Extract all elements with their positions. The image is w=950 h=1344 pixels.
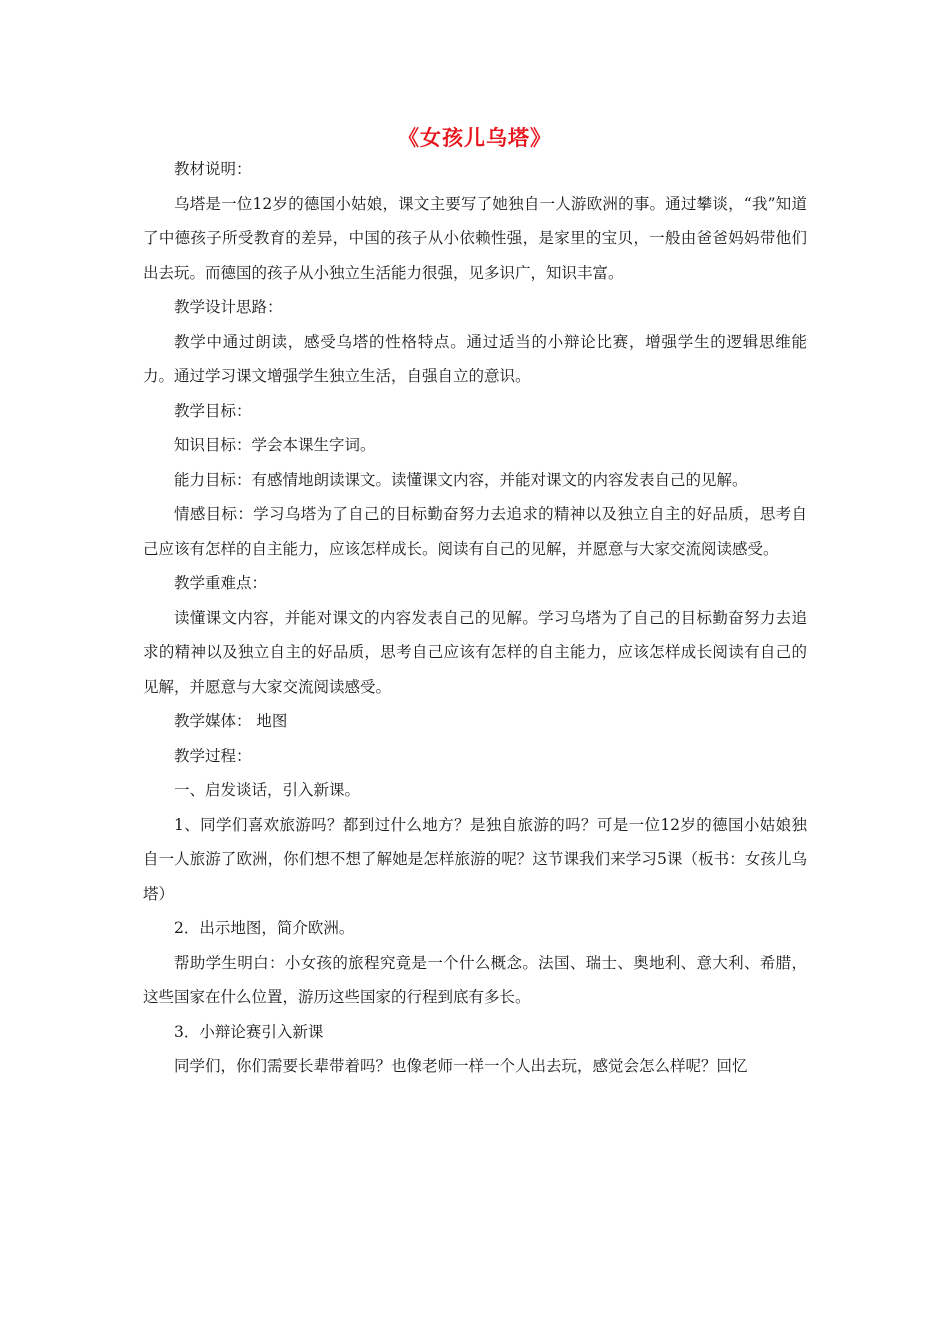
section-heading-material: 教材说明： xyxy=(174,160,252,178)
paragraph-question: 同学们，你们需要长辈带着吗？也像老师一样一个人出去玩，感觉会怎么样呢？回忆 xyxy=(174,1057,748,1075)
paragraph-emotion-objective: 情感目标：学习乌塔为了自己的目标勤奋努力去追求的精神以及独立自主的好品质，思考自己应该有怎样的自主能力，应该怎样成长。阅读有自己的见解，并愿意与大家交流阅读感受。 xyxy=(143,505,807,558)
document-body xyxy=(143,152,807,1084)
paragraph-step-one: 一、启发谈话，引入新课。 xyxy=(174,781,361,799)
paragraph-material-description: 乌塔是一位12岁的德国小姑娘，课文主要写了她独自一人游欧洲的事。通过攀谈，“我”知道了中德孩子所受教育的差异，中国的孩子从小依赖性强，是家里的宝贝，一般由爸爸妈妈带他们出去玩。而德国的孩子从小独立生活能力很强，见多识广，知识丰富。 xyxy=(143,194,807,282)
paragraph-ability-objective: 能力目标：有感情地朗读课文。读懂课文内容，并能对课文的内容发表自己的见解。 xyxy=(174,470,748,489)
section-heading-design: 教学设计思路： xyxy=(174,298,283,316)
paragraph-knowledge-objective: 知识目标：学会本课生字词。 xyxy=(174,436,376,454)
paragraph-design-approach: 教学中通过朗读，感受乌塔的性格特点。通过适当的小辩论比赛，增强学生的逻辑思维能力。通过学习课文增强学生独立生活，自强自立的意识。 xyxy=(143,332,807,385)
paragraph-step-3: 3．小辩论赛引入新课 xyxy=(174,1022,324,1041)
paragraph-step-2: 2．出示地图，简介欧洲。 xyxy=(174,919,355,937)
paragraph-step-1: 1、同学们喜欢旅游吗？都到过什么地方？是独自旅游的吗？可是一位12岁的德国小姑娘独自一人旅游了欧洲，你们想不想了解她是怎样旅游的呢？这节课我们来学习5课（板书：女孩儿乌塔） xyxy=(143,815,807,903)
paragraph-key-points: 读懂课文内容，并能对课文的内容发表自己的见解。学习乌塔为了自己的目标勤奋努力去追求的精神以及独立自主的好品质，思考自己应该有怎样的自主能力，应该怎样成长阅读有自己的见解，并愿意与大家交流阅读感受。 xyxy=(143,608,807,696)
paragraph-teaching-media: 教学媒体： 地图 xyxy=(174,712,288,730)
section-heading-process: 教学过程： xyxy=(174,746,252,765)
document-title: 《女孩儿乌塔》 xyxy=(398,126,552,150)
section-heading-objectives: 教学目标： xyxy=(174,401,252,420)
paragraph-help-students: 帮助学生明白：小女孩的旅程究竟是一个什么概念。法国、瑞士、奥地利、意大利、希腊，这些国家在什么位置，游历这些国家的行程到底有多长。 xyxy=(143,953,807,1006)
section-heading-key-points: 教学重难点： xyxy=(174,574,268,592)
